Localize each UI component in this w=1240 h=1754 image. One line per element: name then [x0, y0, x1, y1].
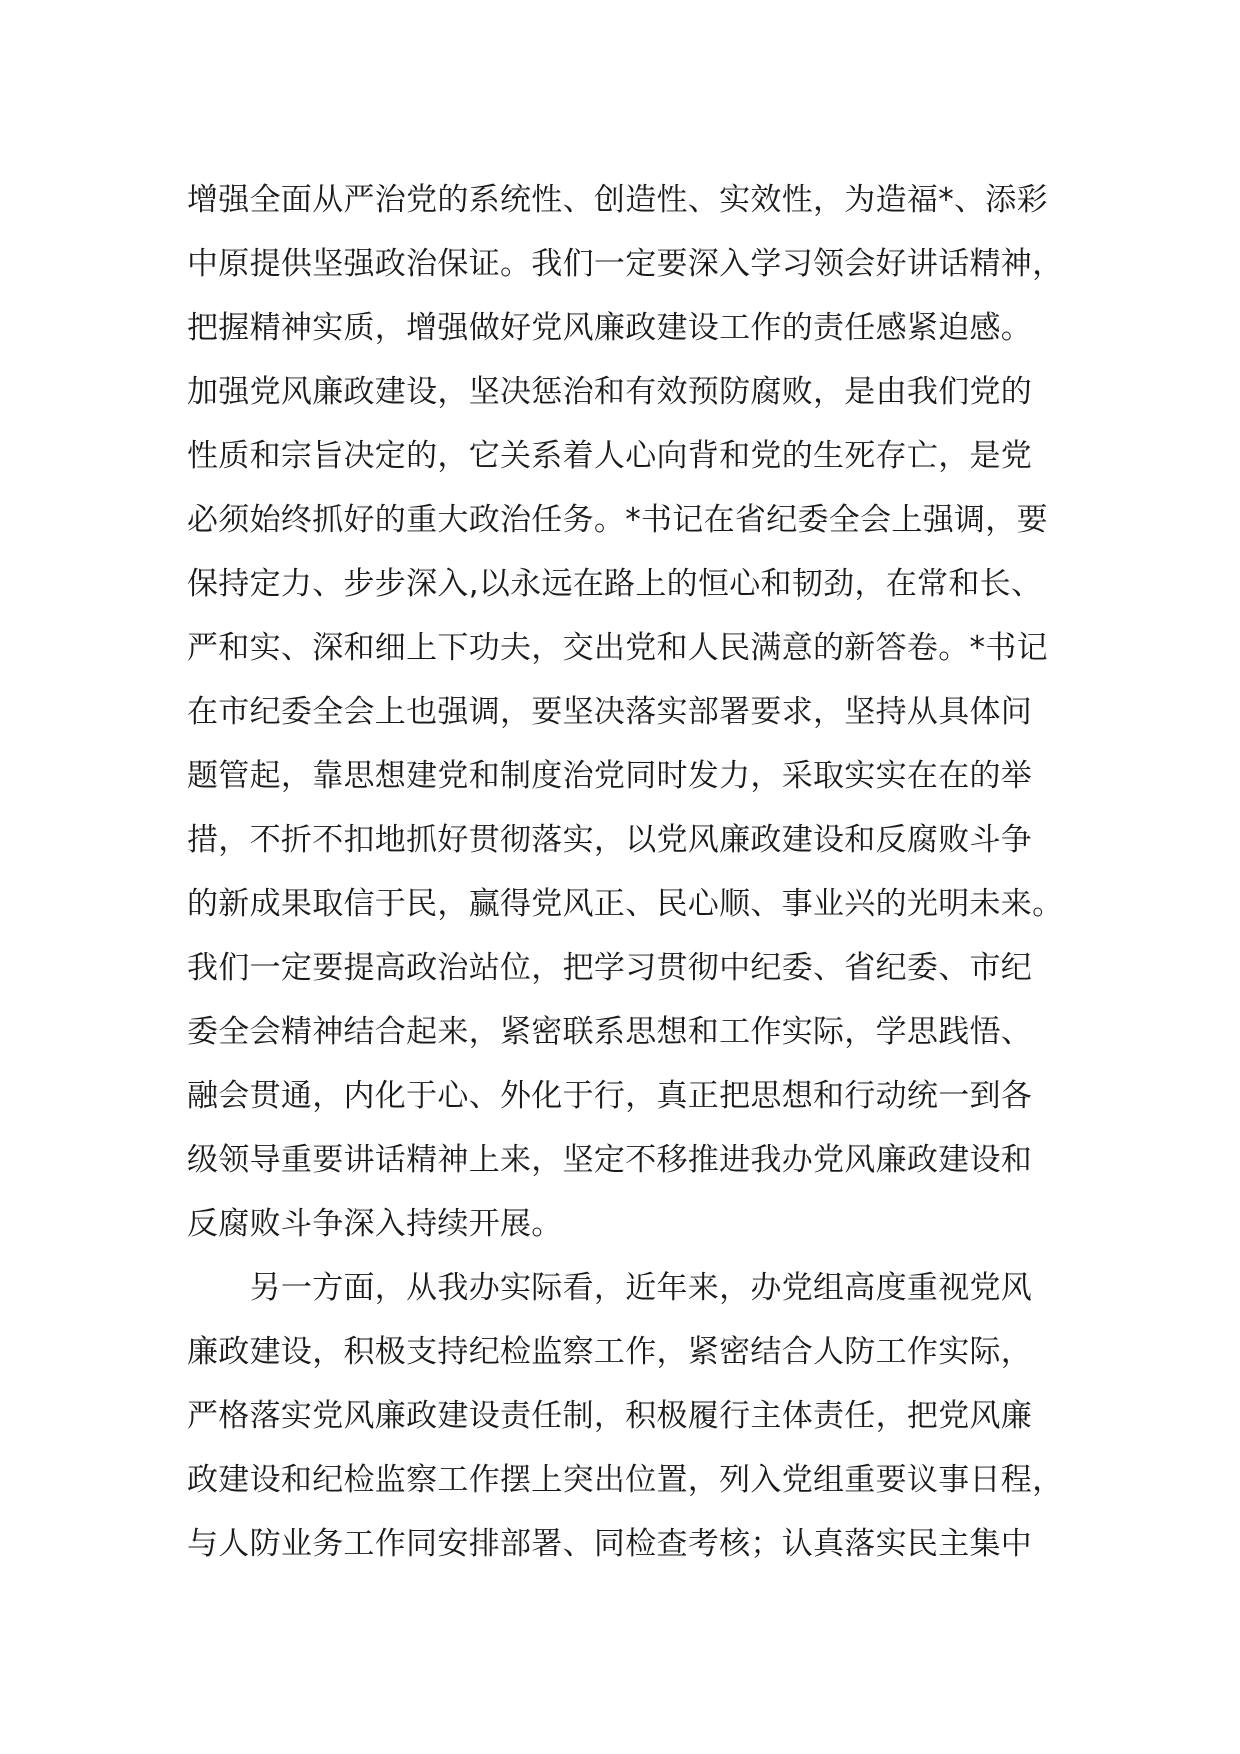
text-line: 我们一定要提高政治站位，把学习贯彻中纪委、省纪委、市纪: [187, 950, 1033, 986]
text-line: 加强党风廉政建设，坚决惩治和有效预防腐败，是由我们党的: [187, 374, 1033, 410]
text-line: 委全会精神结合起来，紧密联系思想和工作实际，学思践悟、: [187, 1014, 1033, 1050]
text-line: 反腐败斗争深入持续开展。: [187, 1206, 563, 1242]
text-line: 严格落实党风廉政建设责任制，积极履行主体责任，把党风廉: [187, 1398, 1033, 1434]
text-line: 在市纪委全会上也强调，要坚决落实部署要求，坚持从具体问: [187, 694, 1033, 730]
text-line: 把握精神实质，增强做好党风廉政建设工作的责任感紧迫感。: [187, 310, 1033, 346]
text-line: 措，不折不扣地抓好贯彻落实，以党风廉政建设和反腐败斗争: [187, 822, 1033, 858]
text-line: 必须始终抓好的重大政治任务。*书记在省纪委全会上强调，要: [187, 502, 1048, 538]
text-line: 融会贯通，内化于心、外化于行，真正把思想和行动统一到各: [187, 1078, 1033, 1114]
text-line: 严和实、深和细上下功夫，交出党和人民满意的新答卷。*书记: [187, 630, 1048, 666]
text-line: 题管起，靠思想建党和制度治党同时发力，采取实实在在的举: [187, 758, 1033, 794]
text-line: 另一方面，从我办实际看，近年来，办党组高度重视党风: [187, 1270, 1033, 1306]
text-line: 性质和宗旨决定的，它关系着人心向背和党的生死存亡，是党: [187, 438, 1033, 474]
text-line: 增强全面从严治党的系统性、创造性、实效性，为造福*、添彩: [187, 182, 1048, 218]
text-line: 与人防业务工作同安排部署、同检查考核；认真落实民主集中: [187, 1526, 1033, 1562]
text-line: 中原提供坚强政治保证。我们一定要深入学习领会好讲话精神，: [187, 246, 1064, 282]
text-line: 的新成果取信于民，赢得党风正、民心顺、事业兴的光明未来。: [187, 886, 1064, 922]
text-line: 级领导重要讲话精神上来，坚定不移推进我办党风廉政建设和: [187, 1142, 1033, 1178]
text-line: 保持定力、步步深入,以永远在路上的恒心和韧劲，在常和长、: [187, 566, 1043, 602]
text-line: 廉政建设，积极支持纪检监察工作，紧密结合人防工作实际，: [187, 1334, 1033, 1370]
body-text: [187, 168, 1087, 1576]
text-line: 政建设和纪检监察工作摆上突出位置，列入党组重要议事日程，: [187, 1462, 1064, 1498]
